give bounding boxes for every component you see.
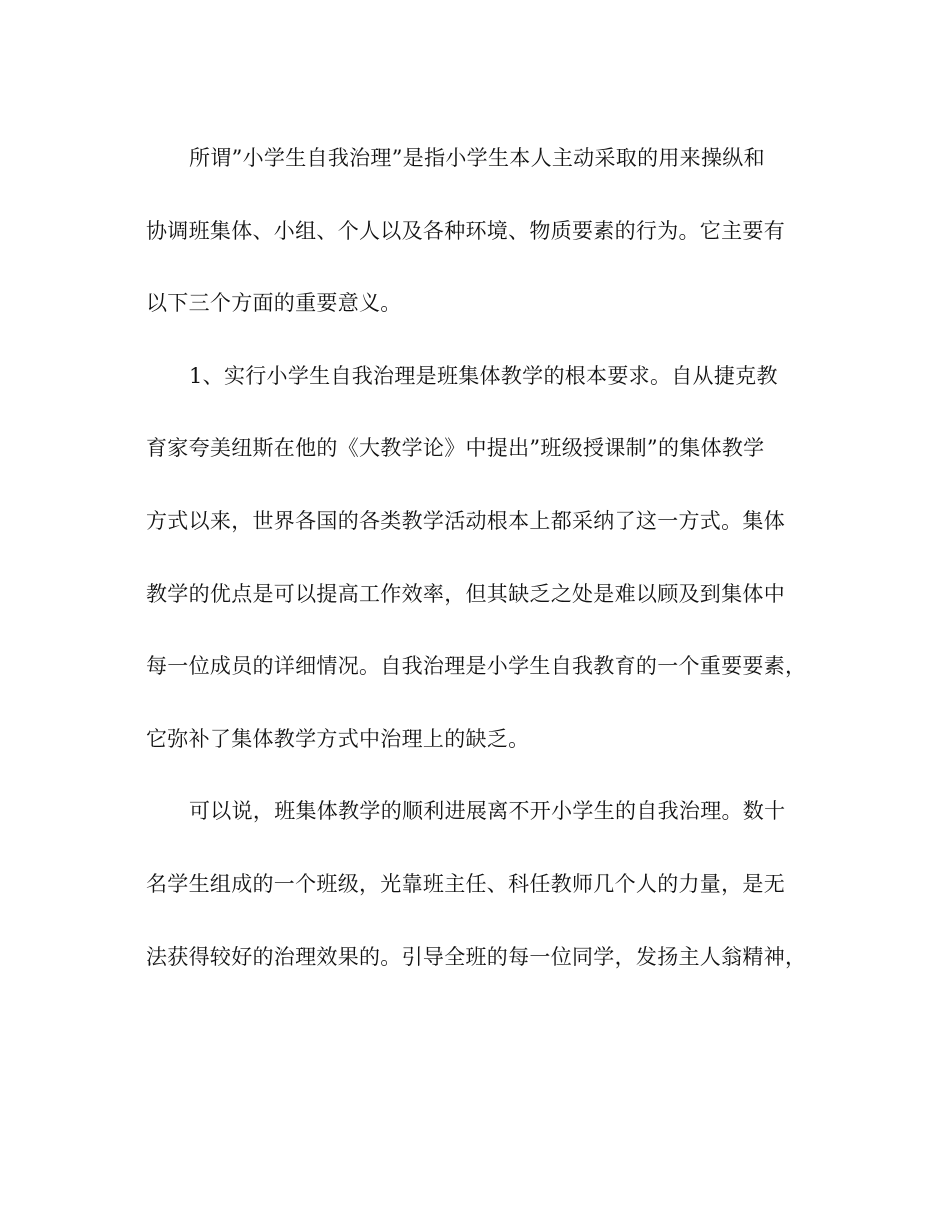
document-body [146,140,806,1011]
text-line: 育家夸美纽斯在他的《大教学论》中提出”班级授课制”的集体教学 [146,436,765,461]
text-line: 教学的优点是可以提高工作效率，但其缺乏之处是难以顾及到集体中 [146,581,785,606]
text-line: 可以说，班集体教学的顺利进展离不开小学生的自我治理。数十 [189,799,786,824]
text-line: 以下三个方面的重要意义。 [146,291,402,316]
text-line: 每一位成员的详细情况。自我治理是小学生自我教育的一个重要要素， [146,654,807,679]
text-line: 协调班集体、小组、个人以及各种环境、物质要素的行为。它主要有 [146,218,785,243]
text-line: 方式以来，世界各国的各类教学活动根本上都采纳了这一方式。集体 [146,508,785,533]
text-line: 法获得较好的治理效果的。引导全班的每一位同学，发扬主人翁精神， [146,944,807,969]
text-line: 它弥补了集体教学方式中治理上的缺乏。 [146,726,530,751]
text-line: 所谓”小学生自我治理”是指小学生本人主动采取的用来操纵和 [189,146,765,170]
text-line: 名学生组成的一个班级，光靠班主任、科任教师几个人的力量，是无 [146,871,785,896]
text-line: 1、实行小学生自我治理是班集体教学的根本要求。自从捷克教 [189,363,778,388]
